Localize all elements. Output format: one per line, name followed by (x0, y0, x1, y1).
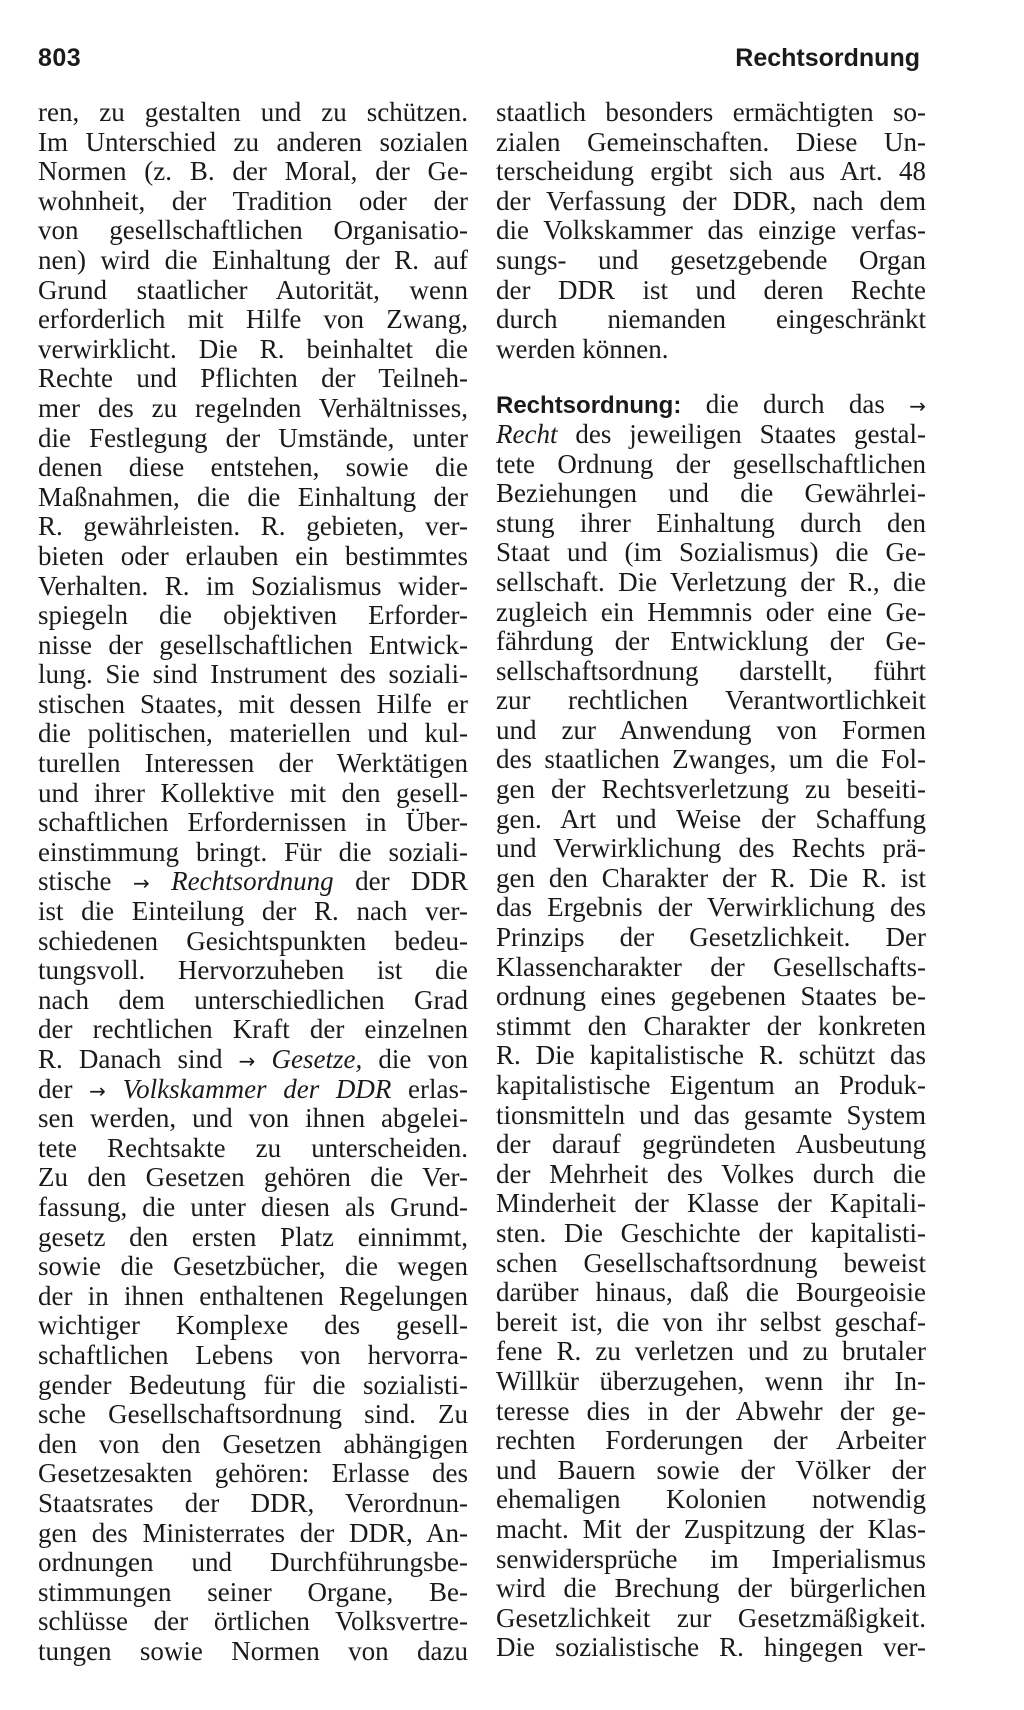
text-line (38, 719, 468, 749)
text-run: teresse dies in der Abwehr der ge- (496, 1396, 926, 1426)
text-line (38, 1311, 468, 1341)
text-line (38, 927, 468, 957)
text-run: der (38, 1074, 90, 1104)
text-run: tionsmitteln und das gesamte System (496, 1100, 926, 1130)
text-line (38, 246, 468, 276)
text-line (496, 1101, 926, 1131)
text-line (38, 216, 468, 246)
left-column (38, 98, 468, 1666)
text-run: Beziehungen und die Gewährlei- (496, 479, 926, 509)
text-line (496, 627, 926, 657)
text-run: rechten Forderungen der Arbeiter (496, 1426, 926, 1456)
page-number: 803 (38, 44, 82, 72)
text-line (38, 128, 468, 158)
text-run: kapitalistische Eigentum an Produk- (496, 1071, 926, 1100)
text-run: stischen Staates, mit dessen Hilfe er (38, 689, 468, 719)
text-line (496, 745, 926, 775)
text-line (38, 1104, 468, 1134)
text-line (496, 1633, 926, 1663)
text-run: Willkür überzugehen, wenn ihr In- (496, 1366, 926, 1396)
text-line (496, 420, 926, 450)
text-run: tungen sowie Normen von dazu (38, 1636, 468, 1666)
text-line (38, 1015, 468, 1045)
text-line (496, 893, 926, 923)
text-line (496, 1574, 926, 1604)
text-run: Staatsrates der DDR, Verordnun- (38, 1488, 468, 1518)
cross-reference: Recht (496, 419, 558, 449)
text-run: Klassencharakter der Gesellschafts- (496, 952, 926, 982)
text-line (496, 509, 926, 539)
text-line (496, 775, 926, 805)
text-line (38, 157, 468, 187)
text-line (38, 364, 468, 394)
text-line (496, 1397, 926, 1427)
text-line (38, 187, 468, 217)
text-run: bieten oder erlauben ein bestimmtes (38, 541, 468, 571)
text-line (38, 1163, 468, 1193)
arrow-right-icon: → (238, 1049, 256, 1073)
text-line (38, 394, 468, 424)
text-run (255, 1045, 271, 1074)
text-run: ordnung eines gegebenen Staates be- (496, 982, 926, 1012)
text-run: R. Danach sind (38, 1045, 239, 1074)
text-line (496, 1219, 926, 1249)
text-run: sellschaft. Die Verletzung der R., die (496, 567, 926, 597)
text-line (496, 568, 926, 598)
text-line (496, 1130, 926, 1160)
text-line (496, 864, 926, 894)
text-line (38, 690, 468, 720)
text-run: darüber hinaus, daß die Bourgeoisie (496, 1278, 926, 1308)
text-line (38, 1282, 468, 1312)
text-line (496, 216, 926, 246)
text-run: stung ihrer Einhaltung durch den (496, 508, 926, 538)
text-run: nisse der gesellschaftlichen Entwick- (38, 630, 468, 660)
text-line (496, 1604, 926, 1634)
text-run: ren, zu gestalten und zu schützen. (38, 98, 468, 127)
text-run: des jeweiligen Staates gestal- (557, 419, 926, 449)
arrow-right-icon: → (132, 871, 150, 896)
text-run: die durch das (681, 390, 910, 420)
text-run: wohnheit, der Tradition oder der (38, 186, 468, 216)
text-line (38, 1075, 468, 1105)
text-line (496, 1308, 926, 1338)
text-line (38, 98, 468, 128)
text-line (496, 335, 926, 365)
text-line (496, 1189, 926, 1219)
text-line (496, 128, 926, 158)
text-line (38, 1459, 468, 1489)
text-run: einstimmung bringt. Für die soziali- (38, 837, 468, 867)
text-run: R. Die kapitalistische R. schützt das (496, 1041, 926, 1071)
text-run: der Verfassung der DDR, nach dem (496, 186, 926, 216)
text-line (496, 1545, 926, 1575)
text-run: Prinzips der Gesetzlichkeit. Der (496, 923, 926, 953)
text-run: senwidersprüche im Imperialismus (496, 1544, 926, 1574)
text-run: bereit ist, die von ihr selbst geschaf- (496, 1307, 926, 1337)
text-run: ordnungen und Durchführungsbe- (38, 1548, 468, 1578)
text-line (496, 716, 926, 746)
text-run: Im Unterschied zu anderen sozialen (38, 127, 468, 157)
text-line (496, 390, 926, 420)
text-line (38, 986, 468, 1016)
text-line (496, 450, 926, 480)
text-line (496, 1367, 926, 1397)
text-run: den von den Gesetzen abhängigen (38, 1429, 468, 1459)
text-line (38, 1607, 468, 1637)
text-run: zur rechtlichen Verantwortlichkeit (496, 686, 926, 716)
text-run: durch niemanden eingeschränkt (496, 305, 926, 335)
text-run: gen der Rechtsverletzung zu beseiti- (496, 775, 926, 805)
text-line (38, 1519, 468, 1549)
text-line (496, 276, 926, 306)
text-run: turellen Interessen der Werktätigen (38, 749, 468, 779)
text-run: wichtiger Komplexe des gesell- (38, 1311, 468, 1341)
continued-entry (496, 98, 926, 364)
text-line (38, 1134, 468, 1164)
text-run: schen Gesellschaftsordnung beweist (496, 1248, 926, 1278)
text-run: spiegeln die objektiven Erforder- (38, 601, 468, 631)
text-line (496, 657, 926, 687)
text-line (38, 1252, 468, 1282)
text-run: tungsvoll. Hervorzuheben ist die (38, 956, 468, 986)
text-run: R. gewährleisten. R. gebieten, ver- (38, 512, 468, 542)
text-line (496, 1426, 926, 1456)
text-run: sungs- und gesetzgebende Organ (496, 245, 926, 275)
text-run: schlüsse der örtlichen Volksvertre- (38, 1607, 468, 1637)
text-line (496, 1249, 926, 1279)
text-run: denen diese entstehen, sowie die (38, 453, 468, 483)
text-line (38, 1341, 468, 1371)
text-run: lung. Sie sind Instrument des soziali- (38, 660, 468, 690)
text-run: der in ihnen enthaltenen Regelungen (38, 1281, 468, 1311)
text-run: mer des zu regelnden Verhältnisses, (38, 393, 468, 423)
text-run: der DDR (333, 867, 468, 897)
text-line (38, 1548, 468, 1578)
text-line (496, 1041, 926, 1071)
text-line (496, 305, 926, 335)
text-line (38, 1193, 468, 1223)
text-run: Gesetzlichkeit zur Gesetzmäßigkeit. (496, 1603, 926, 1633)
text-line (496, 598, 926, 628)
text-line (496, 246, 926, 276)
text-line (38, 305, 468, 335)
arrow-right-icon: → (89, 1078, 106, 1103)
text-run: gen des Ministerrates der DDR, An- (38, 1518, 468, 1548)
text-line (496, 1012, 926, 1042)
text-run: gen den Charakter der R. Die R. ist (496, 863, 926, 893)
text-run: gen. Art und Weise der Schaffung (496, 804, 926, 834)
text-line (496, 834, 926, 864)
text-run: erforderlich mit Hilfe von Zwang, (38, 305, 468, 335)
text-line (38, 512, 468, 542)
text-run: von gesellschaftlichen Organisatio- (38, 216, 468, 246)
text-run: die politischen, materiellen und kul- (38, 719, 468, 749)
text-line (496, 923, 926, 953)
text-run: ist die Einteilung der R. nach ver- (38, 897, 468, 927)
text-line (496, 1278, 926, 1308)
text-run: sowie die Gesetzbücher, die wegen (38, 1252, 468, 1282)
text-run: Rechte und Pflichten der Teilneh- (38, 364, 468, 394)
text-run: sche Gesellschaftsordnung sind. Zu (38, 1400, 468, 1430)
text-run: Grund staatlicher Autorität, wenn (38, 275, 468, 305)
text-line (38, 779, 468, 809)
text-run: erlas- (391, 1074, 468, 1104)
text-line (496, 1337, 926, 1367)
text-run: schaftlichen Erfordernissen in Über- (38, 808, 468, 838)
text-line (496, 1485, 926, 1515)
text-run: verwirklicht. Die R. beinhaltet die (38, 334, 468, 364)
text-line (496, 805, 926, 835)
text-run (150, 867, 171, 896)
text-run: stische (38, 867, 133, 897)
text-line (38, 1371, 468, 1401)
text-line (38, 1578, 468, 1608)
text-run (106, 1075, 123, 1104)
text-line (496, 538, 926, 568)
text-run: und zur Anwendung von Formen (496, 715, 926, 745)
text-run: ehemaligen Kolonien notwendig (496, 1485, 926, 1515)
text-run: nach dem unterschiedlichen Grad (38, 985, 468, 1015)
text-line (496, 187, 926, 217)
text-run: fährdung der Entwicklung der Ge- (496, 627, 926, 657)
text-run: tete Ordnung der gesellschaftlichen (496, 449, 926, 479)
headword: Rechtsordnung: (496, 392, 682, 420)
text-line (38, 808, 468, 838)
entry-rechtsordnung (496, 390, 926, 1663)
text-line (38, 1430, 468, 1460)
text-run: Minderheit der Klasse der Kapitali- (496, 1189, 926, 1219)
text-run: der DDR ist und deren Rechte (496, 275, 926, 305)
text-run: des staatlichen Zwanges, um die Fol- (496, 745, 926, 775)
text-run: zialen Gemeinschaften. Diese Un- (496, 127, 926, 157)
text-line (38, 1045, 468, 1075)
text-line (38, 601, 468, 631)
text-run: und Verwirklichung des Rechts prä- (496, 834, 926, 864)
text-run: schiedenen Gesichtspunkten bedeu- (38, 926, 468, 956)
text-run: stimmt den Charakter der konkreten (496, 1011, 926, 1041)
text-run: der darauf gegründeten Ausbeutung (496, 1130, 926, 1160)
text-line (496, 98, 926, 128)
text-line (38, 276, 468, 306)
text-line (496, 686, 926, 716)
text-run: stimmungen seiner Organe, Be- (38, 1577, 468, 1607)
text-run: das Ergebnis der Verwirklichung des (496, 893, 926, 923)
text-line (38, 572, 468, 602)
text-run: zugleich ein Hemmnis oder eine Ge- (496, 597, 926, 627)
text-run: Normen (z. B. der Moral, der Ge- (38, 157, 468, 187)
text-run: Staat und (im Sozialismus) die Ge- (496, 538, 926, 568)
text-line (38, 660, 468, 690)
right-column (496, 98, 926, 1663)
text-run: und Bauern sowie der Völker der (496, 1455, 926, 1485)
text-line (496, 479, 926, 509)
text-run: der rechtlichen Kraft der einzelnen (38, 1015, 468, 1045)
text-run: staatlich besonders ermächtigten so- (496, 98, 926, 127)
text-run: Zu den Gesetzen gehören die Ver- (38, 1163, 468, 1193)
text-line (38, 1637, 468, 1667)
text-run: werden können. (496, 334, 669, 364)
text-run: terscheidung ergibt sich aus Art. 48 (496, 157, 926, 187)
text-line (38, 1400, 468, 1430)
text-run: Maßnahmen, die die Einhaltung der (38, 482, 468, 512)
text-run: fene R. zu verletzen und zu brutaler (496, 1337, 926, 1367)
text-line (38, 897, 468, 927)
text-line (496, 1456, 926, 1486)
entry-separator (496, 364, 926, 390)
text-line (496, 953, 926, 983)
text-run: und ihrer Kollektive mit den gesell- (38, 778, 468, 808)
text-run: macht. Mit der Zuspitzung der Klas- (496, 1514, 926, 1544)
cross-reference: Volkskammer der DDR (122, 1074, 392, 1104)
text-line (38, 838, 468, 868)
text-run: die von (362, 1045, 468, 1074)
text-line (38, 867, 468, 897)
cross-reference: Rechtsordnung (171, 867, 334, 897)
text-line (38, 453, 468, 483)
arrow-right-icon: → (909, 394, 926, 419)
text-line (496, 1071, 926, 1101)
text-run: fassung, die unter diesen als Grund- (38, 1192, 468, 1222)
text-line (38, 956, 468, 986)
text-line (496, 1160, 926, 1190)
text-line (496, 982, 926, 1012)
text-run: Gesetzesakten gehören: Erlasse des (38, 1459, 468, 1489)
text-run: sellschaftsordnung darstellt, führt (496, 656, 926, 686)
text-run: gesetz den ersten Platz einnimmt, (38, 1222, 468, 1252)
text-run: die Festlegung der Umstände, unter (38, 423, 468, 453)
text-run: die Volkskammer das einzige verfas- (496, 216, 926, 246)
text-line (38, 483, 468, 513)
text-line (38, 1223, 468, 1253)
text-line (38, 749, 468, 779)
text-run: sten. Die Geschichte der kapitalisti- (496, 1218, 926, 1248)
text-run: sen werden, und von ihnen abgelei- (38, 1104, 468, 1134)
text-run: Verhalten. R. im Sozialismus wider- (38, 571, 468, 601)
text-line (38, 1489, 468, 1519)
text-run: tete Rechtsakte zu unterscheiden. (38, 1133, 468, 1163)
text-run: gender Bedeutung für die sozialisti- (38, 1370, 468, 1400)
text-run: schaftlichen Lebens von hervorra- (38, 1340, 468, 1370)
cross-reference: Gesetze, (271, 1045, 363, 1074)
text-run: Die sozialistische R. hingegen ver- (496, 1633, 926, 1663)
text-line (38, 424, 468, 454)
text-line (38, 335, 468, 365)
running-head: Rechtsordnung (735, 44, 920, 72)
text-run: der Mehrheit des Volkes durch die (496, 1159, 926, 1189)
text-line (496, 157, 926, 187)
text-line (496, 1515, 926, 1545)
text-line (38, 542, 468, 572)
text-line (38, 631, 468, 661)
text-run: nen) wird die Einhaltung der R. auf (38, 245, 468, 275)
text-run: wird die Brechung der bürgerlichen (496, 1574, 926, 1604)
